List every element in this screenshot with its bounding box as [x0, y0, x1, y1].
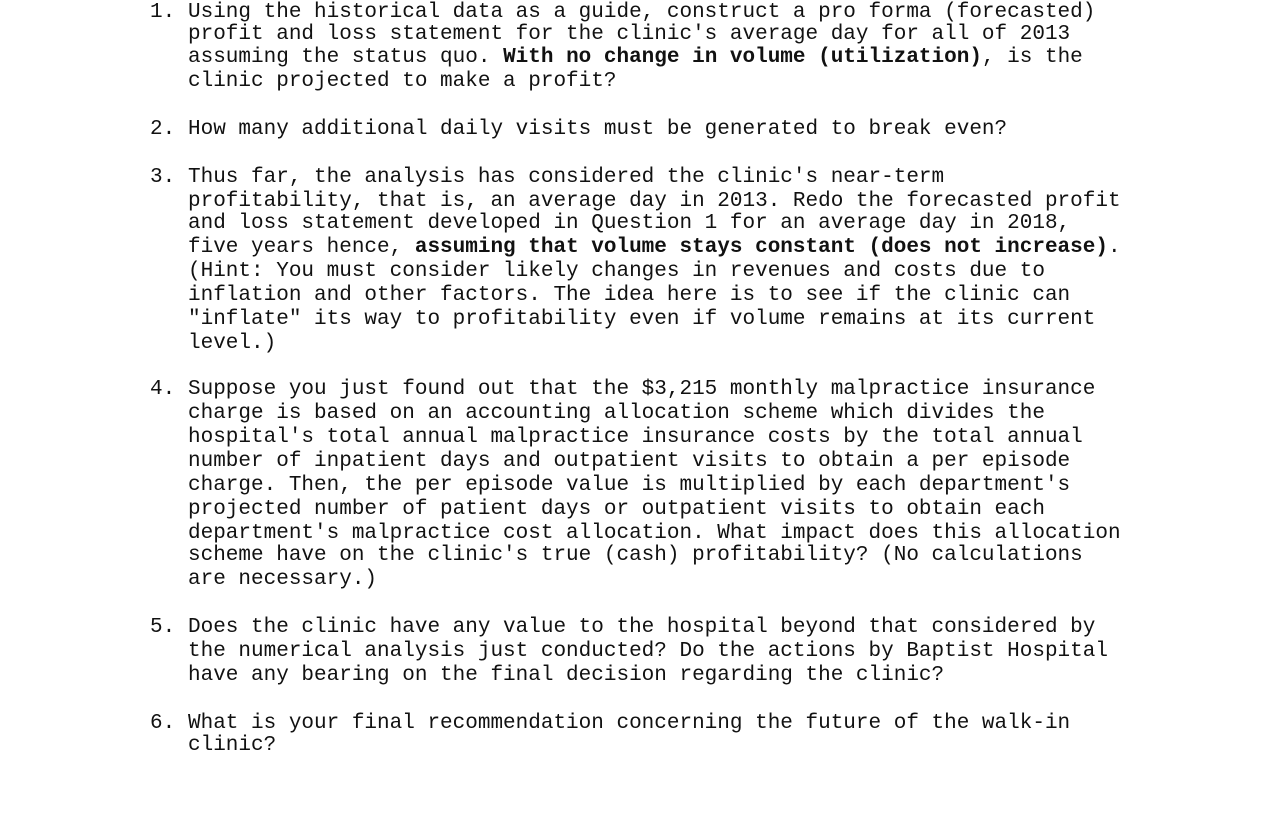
question-number: 1.: [150, 1, 176, 24]
emphasis-text: assuming that volume stays constant (does not increase): [414, 236, 1108, 259]
question-line: are necessary.): [188, 568, 378, 591]
question-line: five years hence, assuming that volume stays constant (does not increase).: [188, 236, 1121, 259]
emphasis-text: With no change in volume (utilization): [503, 46, 982, 69]
question-line: scheme have on the clinic's true (cash) profitability? (No calculations: [188, 544, 1083, 567]
question-number: 6.: [150, 712, 176, 735]
question-line: Using the historical data as a guide, construct a pro forma (forecasted): [188, 1, 1096, 24]
question-line: have any bearing on the final decision regarding the clinic?: [188, 664, 945, 687]
question-line: department's malpractice cost allocation. What impact does this allocation: [188, 522, 1121, 545]
question-line: (Hint: You must consider likely changes in revenues and costs due to: [188, 260, 1045, 283]
question-number: 5.: [150, 616, 176, 639]
question-number: 2.: [150, 118, 176, 141]
question-line: Suppose you just found out that the $3,215 monthly malpractice insurance: [188, 378, 1096, 401]
question-line: projected number of patient days or outpatient visits to obtain each: [188, 498, 1045, 521]
question-number: 3.: [150, 166, 176, 189]
question-line: inflation and other factors. The idea here is to see if the clinic can: [188, 284, 1071, 307]
question-line: the numerical analysis just conducted? Do the actions by Baptist Hospital: [188, 640, 1108, 663]
question-number: 4.: [150, 378, 176, 401]
question-line: What is your final recommendation concerning the future of the walk-in: [188, 712, 1071, 735]
question-line: charge is based on an accounting allocation scheme which divides the: [188, 402, 1045, 425]
question-line: clinic?: [188, 734, 277, 757]
question-line: hospital's total annual malpractice insurance costs by the total annual: [188, 426, 1083, 449]
question-line: level.): [188, 332, 277, 355]
question-line: profitability, that is, an average day in 2013. Redo the forecasted profit: [188, 190, 1121, 213]
question-line: number of inpatient days and outpatient visits to obtain a per episode: [188, 450, 1071, 473]
question-line: clinic projected to make a profit?: [188, 70, 617, 93]
question-line: How many additional daily visits must be generated to break even?: [188, 118, 1008, 141]
question-line: profit and loss statement for the clinic's average day for all of 2013: [188, 23, 1071, 46]
question-line: "inflate" its way to profitability even if volume remains at its current: [188, 308, 1096, 331]
question-line: Thus far, the analysis has considered the clinic's near-term: [188, 166, 945, 189]
question-line: Does the clinic have any value to the hospital beyond that considered by: [188, 616, 1096, 639]
question-line: and loss statement developed in Question 1 for an average day in 2018,: [188, 212, 1071, 235]
question-line: assuming the status quo. With no change in volume (utilization), is the: [188, 46, 1083, 69]
question-line: charge. Then, the per episode value is multiplied by each department's: [188, 474, 1071, 497]
